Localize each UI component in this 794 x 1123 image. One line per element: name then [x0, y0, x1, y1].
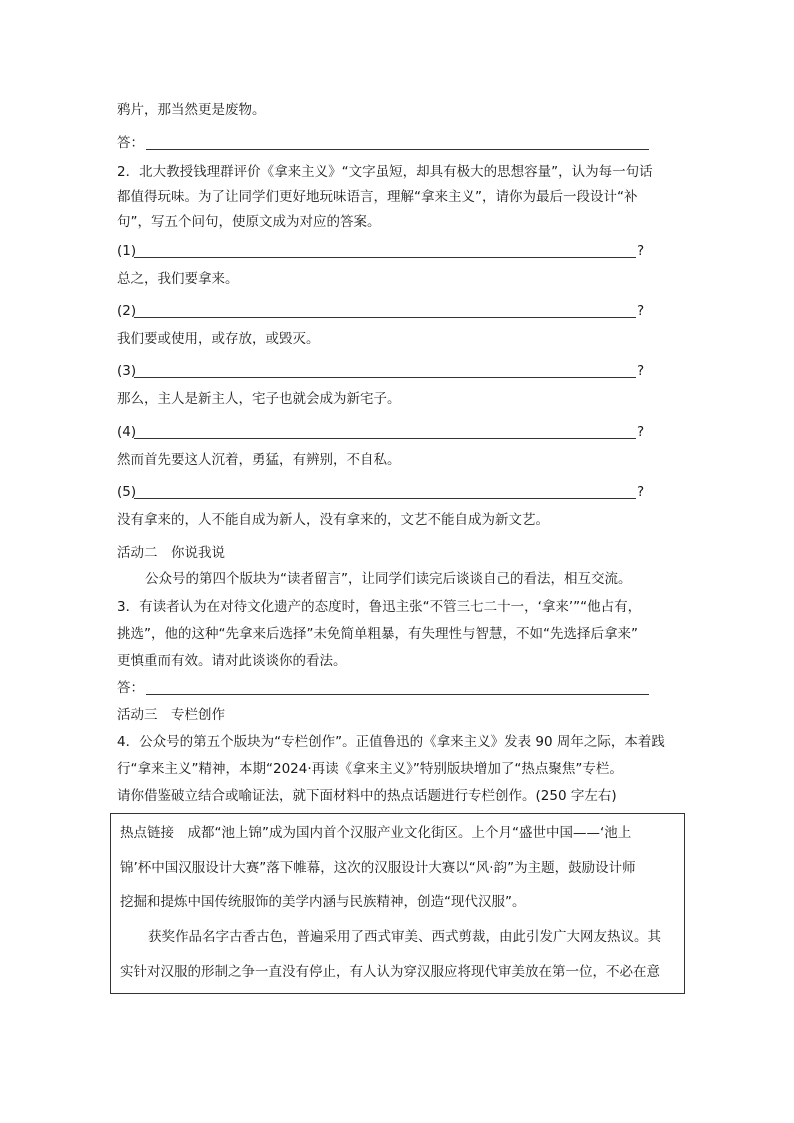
answer-row-2	[117, 679, 652, 697]
blank-number: (5)	[117, 484, 137, 500]
blank-number: (3)	[117, 363, 137, 379]
given-answer-1: 总之，我们要拿来。	[117, 271, 239, 287]
blank-line[interactable]	[134, 257, 636, 258]
blank-row-3	[117, 362, 647, 380]
question-3-line-2: 挑选”，他的这种“先拿来后选择”未免简单粗暴，有失理性与智慧，不如“先选择后拿来”	[117, 626, 638, 642]
question-2-line-1: 2．北大教授钱理群评价《拿来主义》“文字虽短，却具有极大的思想容量”，认为每一句话	[117, 164, 653, 180]
answer-label: 答：	[117, 680, 144, 696]
blank-line[interactable]	[134, 377, 636, 378]
activity-2-heading: 活动二 你说我说	[117, 545, 225, 561]
material-line-4: 获奖作品名字古香古色，普遍采用了西式审美、西式剪裁，由此引发广大网友热议。其	[148, 929, 661, 945]
given-answer-3: 那么，主人是新主人，宅子也就会成为新宅子。	[117, 391, 401, 407]
activity-2-paragraph: 公众号的第四个版块为“读者留言”，让同学们读完后谈谈自己的看法，相互交流。	[145, 571, 632, 587]
activity-3-heading: 活动三 专栏创作	[117, 707, 225, 723]
question-mark: ?	[637, 303, 645, 319]
given-answer-2: 我们要或使用，或存放，或毁灭。	[117, 331, 320, 347]
answer-line[interactable]	[146, 694, 649, 695]
question-4-line-1: 4．公众号的第五个版块为“专栏创作”。正值鲁迅的《拿来主义》发表 90 周年之际，本着践	[117, 734, 665, 750]
blank-number: (1)	[117, 243, 137, 259]
question-mark: ?	[637, 484, 645, 500]
blank-row-1	[117, 242, 647, 260]
blank-line[interactable]	[134, 438, 636, 439]
blank-row-2	[117, 302, 647, 320]
blank-number: (2)	[117, 303, 137, 319]
answer-line[interactable]	[146, 149, 649, 150]
blank-row-4	[117, 423, 647, 441]
given-answer-4: 然而首先要这人沉着，勇猛，有辨别，不自私。	[117, 452, 401, 468]
blank-line[interactable]	[134, 498, 636, 499]
question-3-line-1: 3．有读者认为在对待文化遗产的态度时，鲁迅主张“不管三七二十一，‘拿来’”“他占有，	[117, 599, 642, 615]
hot-topic-material-box	[110, 813, 685, 994]
material-line-1: 热点链接 成都“池上锦”成为国内首个汉服产业文化街区。上个月“盛世中国——‘池上	[120, 825, 632, 841]
question-2-line-2: 都值得玩味。为了让同学们更好地玩味语言，理解“拿来主义”，请你为最后一段设计“补	[117, 189, 638, 205]
blank-line[interactable]	[134, 317, 636, 318]
blank-number: (4)	[117, 424, 137, 440]
question-2-line-3: 句”，写五个问句，使原文成为对应的答案。	[117, 214, 381, 230]
answer-label: 答：	[117, 135, 144, 151]
question-mark: ?	[637, 243, 645, 259]
question-mark: ?	[637, 424, 645, 440]
question-3-line-3: 更慎重而有效。请对此谈谈你的看法。	[117, 653, 347, 669]
blank-row-5	[117, 483, 647, 501]
question-4-line-3: 请你借鉴破立结合或喻证法，就下面材料中的热点话题进行专栏创作。(250 字左右)	[117, 788, 617, 804]
given-answer-5: 没有拿来的，人不能自成为新人，没有拿来的，文艺不能自成为新文艺。	[117, 512, 549, 528]
material-line-3: 挖掘和提炼中国传统服饰的美学内涵与民族精神，创造“现代汉服”。	[120, 894, 526, 910]
material-line-5: 实针对汉服的形制之争一直没有停止，有人认为穿汉服应将现代审美放在第一位，不必在意	[120, 964, 660, 980]
text-line: 鸦片，那当然更是废物。	[117, 102, 266, 118]
material-line-2: 锦’杯中国汉服设计大赛”落下帷幕，这次的汉服设计大赛以“风·韵”为主题，鼓励设计师	[120, 860, 636, 876]
question-mark: ?	[637, 363, 645, 379]
answer-row-1	[117, 134, 652, 152]
question-4-line-2: 行“拿来主义”精神，本期“2024·再读《拿来主义》”特别版块增加了“热点聚焦”专栏。	[117, 761, 623, 777]
